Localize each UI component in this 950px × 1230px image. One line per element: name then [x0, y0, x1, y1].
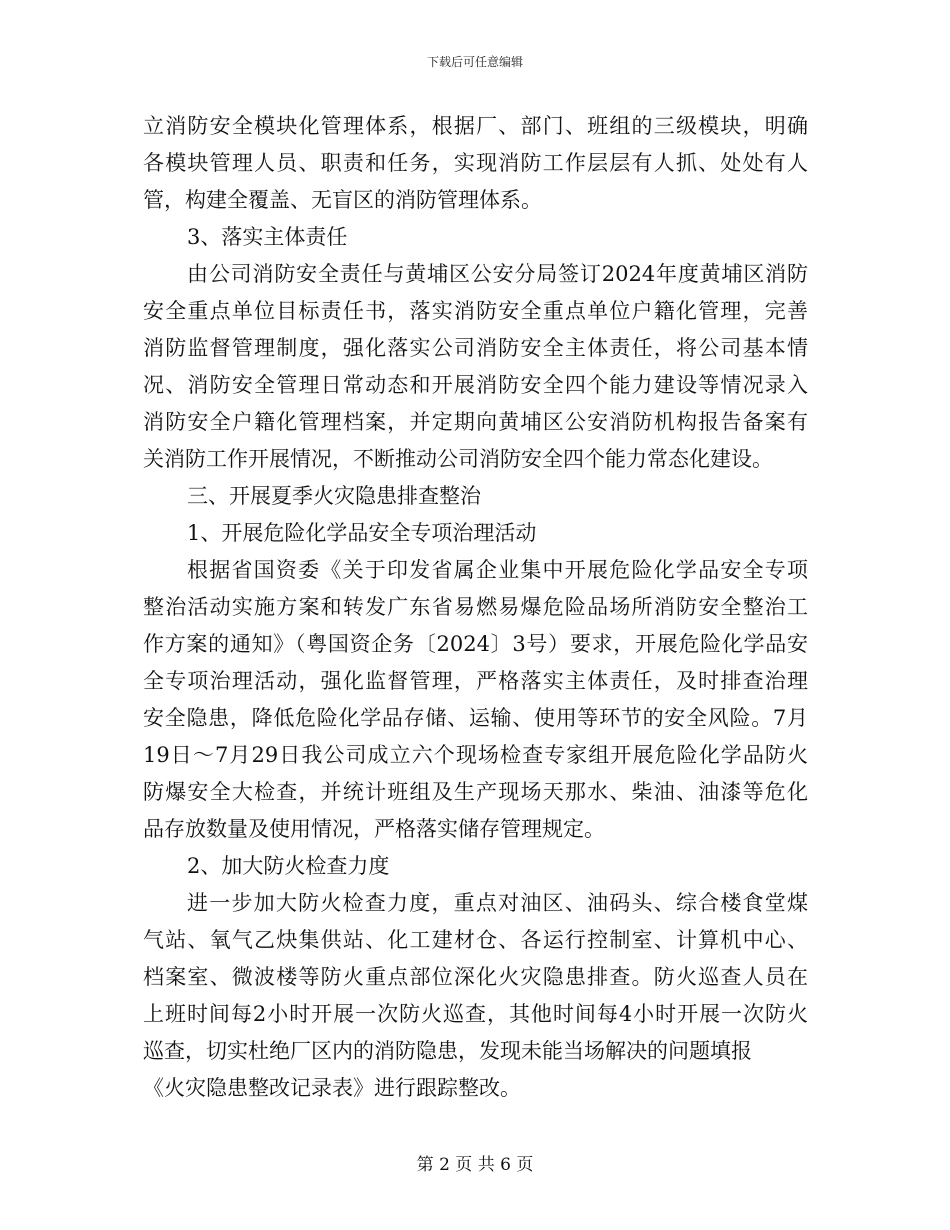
body-line: 由公司消防安全责任与黄埔区公安分局签订2024年度黄埔区消防: [187, 262, 808, 286]
section-heading: [143, 478, 808, 515]
paragraph: [143, 552, 808, 848]
body-line: 上班时间每2小时开展一次防火巡查，其他时间每4小时开展一次防火: [143, 1002, 808, 1026]
body-line: 《火灾隐患整改记录表》进行跟踪整改。: [143, 1076, 521, 1100]
body-line: 消防监督管理制度，强化落实公司消防安全主体责任，将公司基本情: [143, 336, 808, 360]
paragraph: [143, 885, 808, 1107]
body-line: 气站、氧气乙炔集供站、化工建材仓、各运行控制室、计算机中心、: [143, 928, 808, 952]
body-line: 品存放数量及使用情况，严格落实储存管理规定。: [143, 817, 605, 841]
paragraph: [143, 256, 808, 478]
body-line: 立消防安全模块化管理体系，根据厂、部门、班组的三级模块，明确: [143, 114, 808, 138]
body-line: 整治活动实施方案和转发广东省易燃易爆危险品场所消防安全整治工: [143, 595, 808, 619]
body-line: 安全重点单位目标责任书，落实消防安全重点单位户籍化管理，完善: [143, 299, 808, 323]
body-line: 消防安全户籍化管理档案，并定期向黄埔区公安消防机构报告备案有: [143, 410, 808, 434]
body-line: 各模块管理人员、职责和任务，实现消防工作层层有人抓、处处有人: [143, 151, 808, 175]
heading-line: 三、开展夏季火灾隐患排查整治: [187, 484, 481, 508]
heading-line: 3、落实主体责任: [187, 225, 348, 249]
body-line: 管，构建全覆盖、无盲区的消防管理体系。: [143, 188, 542, 212]
body-line: 巡查，切实杜绝厂区内的消防隐患，发现未能当场解决的问题填报: [143, 1039, 752, 1063]
page-header-note: 下载后可任意编辑: [426, 55, 523, 69]
paragraph: [143, 108, 808, 219]
body-line: 进一步加大防火检查力度，重点对油区、油码头、综合楼食堂煤: [187, 891, 808, 915]
body-line: 安全隐患，降低危险化学品存储、运输、使用等环节的安全风险。7月: [143, 706, 808, 730]
document-body: [143, 108, 808, 1107]
body-line: 全专项治理活动，强化监督管理，严格落实主体责任，及时排查治理: [143, 669, 808, 693]
body-line: 防爆安全大检查，并统计班组及生产现场天那水、柴油、油漆等危化: [143, 780, 808, 804]
page-number: 第 2 页 共 6 页: [416, 1155, 534, 1175]
section-heading: [143, 848, 808, 885]
heading-line: 2、加大防火检查力度: [187, 854, 390, 878]
body-line: 档案室、微波楼等防火重点部位深化火灾隐患排查。防火巡查人员在: [143, 965, 808, 989]
body-line: 况、消防安全管理日常动态和开展消防安全四个能力建设等情况录入: [143, 373, 808, 397]
body-line: 作方案的通知》（粤国资企务〔2024〕3号）要求，开展危险化学品安: [143, 632, 808, 656]
section-heading: [143, 219, 808, 256]
body-line: 根据省国资委《关于印发省属企业集中开展危险化学品安全专项: [187, 558, 808, 582]
body-line: 19日～7月29日我公司成立六个现场检查专家组开展危险化学品防火: [143, 743, 808, 767]
body-line: 关消防工作开展情况，不断推动公司消防安全四个能力常态化建设。: [143, 447, 773, 471]
heading-line: 1、开展危险化学品安全专项治理活动: [187, 521, 537, 545]
section-heading: [143, 515, 808, 552]
